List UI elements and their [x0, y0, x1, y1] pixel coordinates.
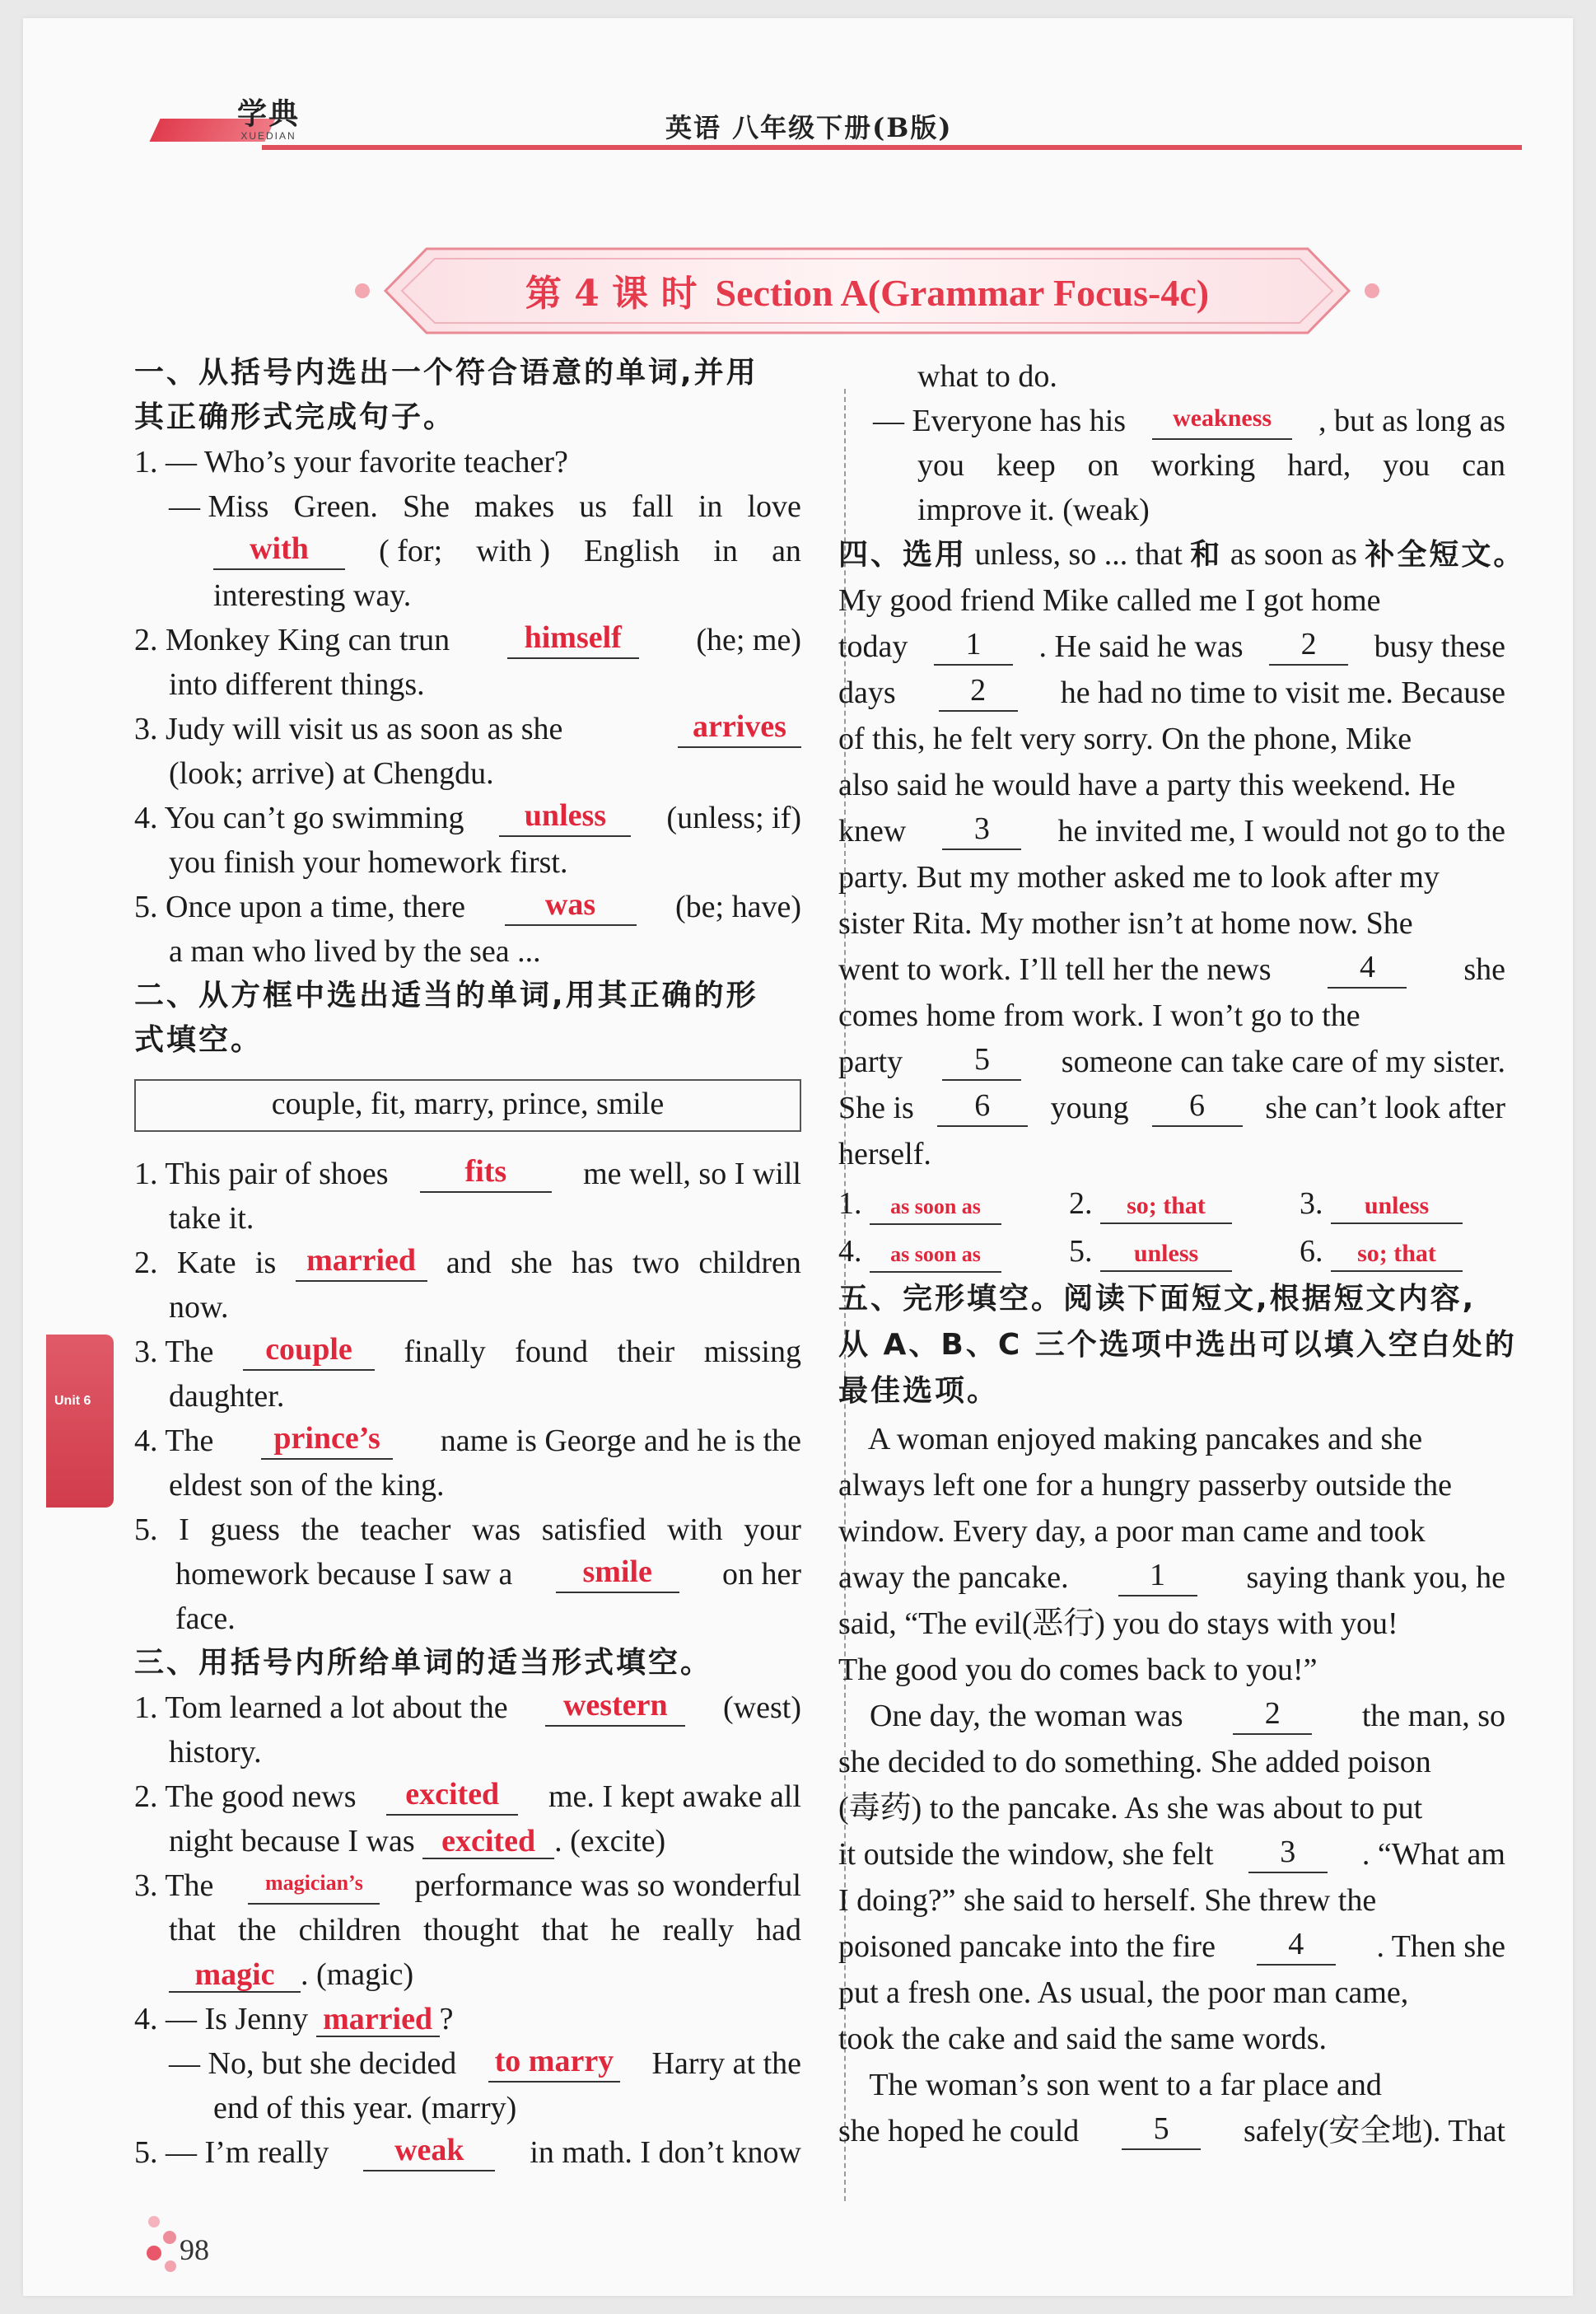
options: (he; me)	[696, 623, 801, 657]
word: you	[917, 448, 964, 483]
s5-line-12: put a fresh one. As usual, the poor man came,	[838, 1975, 1409, 2010]
text: days	[838, 676, 896, 710]
s4-answer-1	[838, 1185, 1001, 1225]
title-part: unless, so ... that	[967, 537, 1191, 572]
blank-3[interactable]: 3	[942, 812, 1021, 850]
question-text: name is George and he is the	[440, 1423, 801, 1458]
word: keep	[996, 448, 1056, 483]
word: children	[298, 1913, 402, 1947]
word: finally	[404, 1335, 486, 1369]
word: makes	[474, 489, 555, 524]
question-text: 5. — I’m really	[134, 2135, 329, 2170]
s5-line-9	[838, 1835, 1505, 1873]
answer-blank[interactable]: magician’s	[248, 1867, 380, 1905]
question-text: performance was so wonderful	[414, 1868, 801, 1903]
answer-blank[interactable]: weakness	[1152, 402, 1292, 440]
q5-line2: a man who lived by the sea ...	[169, 934, 541, 969]
brand-name: 学典	[236, 96, 300, 131]
answer-blank[interactable]: excited	[386, 1778, 518, 1816]
question-text: — No, but she decided	[169, 2046, 457, 2081]
s2q3-line1	[134, 1333, 801, 1371]
s2q5-line1	[134, 1511, 801, 1549]
word: had	[756, 1913, 801, 1947]
blank-2[interactable]: 2	[1233, 1697, 1312, 1735]
word: in	[698, 489, 723, 524]
answer-blank[interactable]: married	[296, 1244, 427, 1282]
q5-line1	[134, 888, 801, 926]
s5-line-15	[838, 2112, 1505, 2150]
text: he invited me, I would not go to the	[1057, 814, 1505, 848]
q1-line1: 1. — Who’s your favorite teacher?	[134, 445, 568, 479]
s4-line-4: also said he would have a party this weekend. He	[838, 768, 1456, 802]
word: Kate	[176, 1246, 236, 1280]
word: thought	[423, 1913, 520, 1947]
q1-line4: interesting way.	[213, 578, 412, 613]
text: she can’t look after	[1265, 1091, 1505, 1125]
blank-3[interactable]: 3	[1248, 1835, 1328, 1873]
s4-line-1	[838, 628, 1505, 666]
options: (be; have)	[675, 890, 801, 924]
s5-line-13: took the cake and said the same words.	[838, 2022, 1328, 2056]
text: the man, so	[1361, 1699, 1505, 1733]
word: that	[169, 1913, 216, 1947]
s4-answer-4	[838, 1232, 1001, 1273]
text: today	[838, 629, 908, 664]
section-name: Section A(Grammar Focus-4c)	[715, 272, 1210, 314]
s3q4-line2	[169, 2045, 801, 2083]
word-box: couple, fit, marry, prince, smile	[134, 1079, 801, 1132]
word: 5.	[134, 1512, 158, 1547]
question-text: 4. You can’t go swimming	[134, 801, 464, 835]
question-text: night because I was	[169, 1824, 415, 1858]
s4-line-6: party. But my mother asked me to look after my	[838, 860, 1440, 895]
s5-line-5: The good you do comes back to you!”	[838, 1653, 1318, 1687]
answer-number: 5.	[1069, 1234, 1093, 1269]
s5-line-1: always left one for a hungry passerby outside the	[838, 1468, 1453, 1503]
q3-line1	[134, 710, 801, 748]
word: in	[713, 534, 738, 568]
sec3-title: 三、用括号内所给单词的适当形式填空。	[134, 1646, 713, 1680]
s3q4-line3: end of this year. (marry)	[213, 2091, 517, 2125]
s4-line-5	[838, 812, 1505, 850]
answer-blank[interactable]: unless	[1331, 1190, 1463, 1224]
text: party	[838, 1045, 903, 1079]
s4-line-9: comes home from work. I won’t go to the	[838, 998, 1360, 1033]
lesson-number: 第 4 课 时	[525, 273, 698, 315]
text: . He said he was	[1038, 629, 1244, 664]
text: she	[1463, 952, 1505, 987]
word: an	[772, 534, 801, 568]
s5-line-10: I doing?” she said to herself. She threw the	[838, 1883, 1377, 1918]
s2q5-line2	[175, 1555, 801, 1593]
q3-line2: (look; arrive) at Chengdu.	[169, 756, 494, 791]
answer-blank[interactable]: prince’s	[261, 1422, 393, 1460]
word: really	[662, 1913, 734, 1947]
s5-line-8: (毒药) to the pancake. As she was about to put	[838, 1791, 1423, 1825]
word: that	[541, 1913, 589, 1947]
s2q4-line1	[134, 1422, 801, 1460]
text: away the pancake.	[838, 1560, 1069, 1595]
decor-dot	[165, 2260, 176, 2272]
word: their	[617, 1335, 675, 1369]
s2q2-line1	[134, 1244, 801, 1282]
answer-blank[interactable]: fits	[420, 1155, 552, 1193]
s4-answer-3	[1300, 1185, 1463, 1224]
answer-blank[interactable]: himself	[507, 621, 639, 659]
q4-line2: you finish your homework first.	[169, 845, 568, 880]
word: is	[254, 1246, 277, 1280]
s4-line-8	[838, 951, 1505, 989]
question-text: 3. The	[134, 1868, 214, 1903]
decor-dot	[148, 2216, 160, 2228]
word: working	[1150, 448, 1256, 483]
word: was	[472, 1512, 521, 1547]
answer-blank[interactable]: with	[213, 532, 345, 570]
blank-5[interactable]: 5	[942, 1043, 1021, 1081]
answer-blank[interactable]: magic	[169, 1958, 301, 1993]
word: I	[179, 1512, 189, 1547]
word: has	[572, 1246, 614, 1280]
word: love	[747, 489, 801, 524]
question-text: on her	[721, 1557, 801, 1592]
s3q2-line2	[169, 1822, 665, 1860]
question-text: , but as long as	[1318, 404, 1505, 438]
answer-number: 6.	[1300, 1234, 1323, 1269]
word: children	[698, 1246, 801, 1280]
s5-line-4: said, “The evil(恶行) you do stays with you!	[838, 1606, 1398, 1641]
question-text: me. I kept awake all	[548, 1779, 801, 1814]
book-title: 英语 八年级下册(B版)	[665, 112, 953, 143]
text: . “What am	[1361, 1837, 1505, 1872]
blank-5[interactable]: 5	[1122, 2112, 1201, 2150]
question-text: 4. — Is Jenny	[134, 2002, 309, 2036]
s3q1-line2: history.	[169, 1735, 262, 1769]
word: guess	[210, 1512, 280, 1547]
options: . (excite)	[554, 1824, 666, 1858]
word: two	[632, 1246, 680, 1280]
blank-4[interactable]: 4	[1257, 1928, 1336, 1966]
text: young	[1050, 1091, 1129, 1125]
s3q2-line1	[134, 1778, 801, 1816]
answer-blank[interactable]: couple	[243, 1333, 375, 1371]
options: (unless; if)	[666, 801, 801, 835]
word: she	[511, 1246, 553, 1280]
word: with )	[476, 534, 550, 568]
text: went to work. I’ll tell her the news	[838, 952, 1272, 987]
s4-answer-2	[1069, 1185, 1232, 1224]
text: it outside the window, she felt	[838, 1837, 1214, 1872]
s2q3-line2: daughter.	[169, 1379, 285, 1414]
blank-2[interactable]: 2	[939, 674, 1018, 712]
s2q5-line3: face.	[175, 1601, 236, 1636]
question-text: ?	[439, 2002, 454, 2036]
s4-answer-5	[1069, 1232, 1232, 1272]
s2q2-line2: now.	[169, 1290, 229, 1325]
word: the	[238, 1913, 277, 1947]
s4-line-10	[838, 1043, 1505, 1081]
s5-line-6	[838, 1697, 1505, 1735]
sec5-title-line1: 五、完形填空。阅读下面短文,根据短文内容,	[838, 1282, 1477, 1316]
question-text: 2. The good news	[134, 1779, 357, 1814]
options: . (magic)	[301, 1957, 414, 1992]
s2q4-line2: eldest son of the king.	[169, 1468, 445, 1503]
s5-line-11	[838, 1928, 1505, 1966]
answer-blank[interactable]: weak	[363, 2134, 495, 2171]
title-part: as soon as	[1222, 537, 1365, 572]
word: us	[579, 489, 608, 524]
answer-blank[interactable]: unless	[1100, 1237, 1232, 1272]
word: teacher	[360, 1512, 451, 1547]
word: the	[301, 1512, 340, 1547]
decor-dot	[163, 2231, 176, 2244]
text: busy these	[1374, 629, 1505, 664]
word: missing	[703, 1335, 801, 1369]
word: and	[446, 1246, 492, 1280]
q1-line2	[169, 488, 801, 526]
s4-line-7: sister Rita. My mother isn’t at home now. She	[838, 906, 1413, 941]
s3q3-line1	[134, 1867, 801, 1905]
blank-6[interactable]: 6	[1152, 1089, 1243, 1127]
blank-1[interactable]: 1	[1118, 1559, 1197, 1596]
question-text: 1. Tom learned a lot about the	[134, 1690, 508, 1725]
s5-line-0: A woman enjoyed making pancakes and she	[838, 1422, 1423, 1456]
s5-line-14: The woman’s son went to a far place and	[838, 2068, 1382, 2102]
text: . Then she	[1376, 1929, 1505, 1964]
blank-2[interactable]: 2	[1269, 628, 1348, 666]
word: found	[515, 1335, 588, 1369]
s4-line-3: of this, he felt very sorry. On the phone, Mike	[838, 722, 1412, 756]
answer-blank[interactable]: so; that	[1100, 1190, 1232, 1224]
q2-line2: into different things.	[169, 667, 425, 702]
question-text: me well, so I will	[583, 1157, 801, 1191]
answer-blank[interactable]: arrives	[678, 710, 801, 748]
s3q5-line5: improve it. (weak)	[917, 493, 1150, 527]
word: with	[667, 1512, 723, 1547]
text: knew	[838, 814, 907, 848]
word: fall	[632, 489, 674, 524]
sec1-title-line1: 一、从括号内选出一个符合语意的单词,并用	[134, 356, 758, 390]
question-text: 4. The	[134, 1423, 214, 1458]
title-part: 和	[1190, 538, 1223, 572]
page-number: 98	[180, 2233, 209, 2266]
answer-blank[interactable]: western	[545, 1689, 685, 1727]
word: hard,	[1287, 448, 1351, 483]
s3q5-line3	[873, 402, 1505, 440]
word: on	[1087, 448, 1119, 483]
q1-line3	[213, 532, 801, 570]
word: ( for;	[379, 534, 443, 568]
word: your	[744, 1512, 801, 1547]
word: 2.	[134, 1246, 158, 1280]
word: he	[610, 1913, 641, 1947]
unit-side-tab	[46, 1335, 114, 1508]
question-text: homework because I saw a	[175, 1557, 513, 1592]
s3q1-line1	[134, 1689, 801, 1727]
s4-answer-6	[1300, 1232, 1463, 1272]
answer-blank[interactable]: was	[505, 888, 637, 926]
sec2-title-line1: 二、从方框中选出适当的单词,用其正确的形	[134, 979, 758, 1012]
text: poisoned pancake into the fire	[838, 1929, 1216, 1964]
brand-name-en: XUEDIAN	[240, 130, 296, 142]
s4-line-2	[838, 674, 1505, 712]
question-text: 3. Judy will visit us as soon as she	[134, 712, 563, 746]
text: She is	[838, 1091, 914, 1125]
word: Green.	[293, 489, 378, 524]
question-text: 3. The	[134, 1335, 214, 1369]
text: he had no time to visit me. Because	[1060, 676, 1505, 710]
title-part: 补全短文。	[1365, 538, 1526, 572]
s3q5-line2: what to do.	[917, 359, 1057, 394]
blank-1[interactable]: 1	[934, 628, 1013, 666]
sec5-title-line3: 最佳选项。	[838, 1374, 1000, 1408]
unit-label: Unit 6	[54, 1394, 91, 1408]
s5-line-2: window. Every day, a poor man came and took	[838, 1514, 1426, 1549]
answer-blank[interactable]: so; that	[1331, 1237, 1463, 1272]
title-part: 四、选用	[838, 538, 968, 572]
word: She	[402, 489, 450, 524]
text: One day, the woman was	[838, 1699, 1183, 1733]
question-text: 2. Monkey King can trun	[134, 623, 450, 657]
s2q1-line1	[134, 1155, 801, 1193]
question-text: — Everyone has his	[873, 404, 1127, 438]
decor-dot	[147, 2246, 161, 2260]
s3q3-line3	[169, 1956, 413, 1994]
options: (west)	[723, 1690, 801, 1725]
lesson-banner	[352, 241, 1382, 341]
sec2-title-line2: 式填空。	[134, 1023, 264, 1057]
blank-6[interactable]: 6	[937, 1089, 1028, 1127]
answer-number: 2.	[1069, 1186, 1093, 1221]
s3q5-line4	[917, 446, 1505, 484]
sec4-title	[838, 535, 1525, 574]
word: satisfied	[541, 1512, 646, 1547]
question-text: Harry at the	[651, 2046, 801, 2081]
sec1-title-line2: 其正确形式完成句子。	[134, 400, 456, 434]
s4-line-0: My good friend Mike called me I got home	[838, 583, 1381, 618]
s3q3-line2	[169, 1911, 801, 1949]
text: she hoped he could	[838, 2114, 1080, 2148]
question-text: in math. I don’t know	[530, 2135, 801, 2170]
s4-line-11	[838, 1089, 1505, 1127]
sec5-title-line2: 从 A、B、C 三个选项中选出可以填入空白处的	[838, 1328, 1517, 1362]
brand-logo	[211, 97, 326, 148]
s5-line-3	[838, 1559, 1505, 1596]
answer-number: 4.	[838, 1234, 862, 1269]
blank-4[interactable]: 4	[1328, 951, 1407, 989]
answer-blank[interactable]: as soon as	[870, 1238, 1001, 1273]
answer-blank[interactable]: unless	[499, 799, 631, 837]
q2-line1	[134, 621, 801, 659]
s3q4-line1	[134, 2000, 453, 2038]
text: safely(安全地). That	[1244, 2114, 1505, 2148]
s3q5-line1	[134, 2134, 801, 2171]
word: — Miss	[169, 489, 269, 524]
answer-blank[interactable]: married	[316, 2003, 440, 2037]
answer-blank[interactable]: smile	[556, 1555, 679, 1593]
question-text: 5. Once upon a time, there	[134, 890, 466, 924]
text: saying thank you, he	[1246, 1560, 1505, 1595]
answer-blank[interactable]: as soon as	[870, 1190, 1001, 1225]
word: you	[1383, 448, 1430, 483]
word: English	[584, 534, 680, 568]
answer-number: 3.	[1300, 1186, 1323, 1221]
question-text: 1. This pair of shoes	[134, 1157, 389, 1191]
s5-line-7: she decided to do something. She added poison	[838, 1745, 1431, 1779]
answer-blank[interactable]: excited	[422, 1825, 554, 1859]
word: can	[1462, 448, 1505, 483]
q4-line1	[134, 799, 801, 837]
answer-number: 1.	[838, 1186, 862, 1221]
header-rule	[262, 145, 1522, 150]
text: someone can take care of my sister.	[1061, 1045, 1505, 1079]
s4-line-12: herself.	[838, 1137, 931, 1171]
s2q1-line2: take it.	[169, 1201, 254, 1236]
answer-blank[interactable]: to marry	[488, 2045, 620, 2083]
banner-title	[352, 264, 1382, 316]
